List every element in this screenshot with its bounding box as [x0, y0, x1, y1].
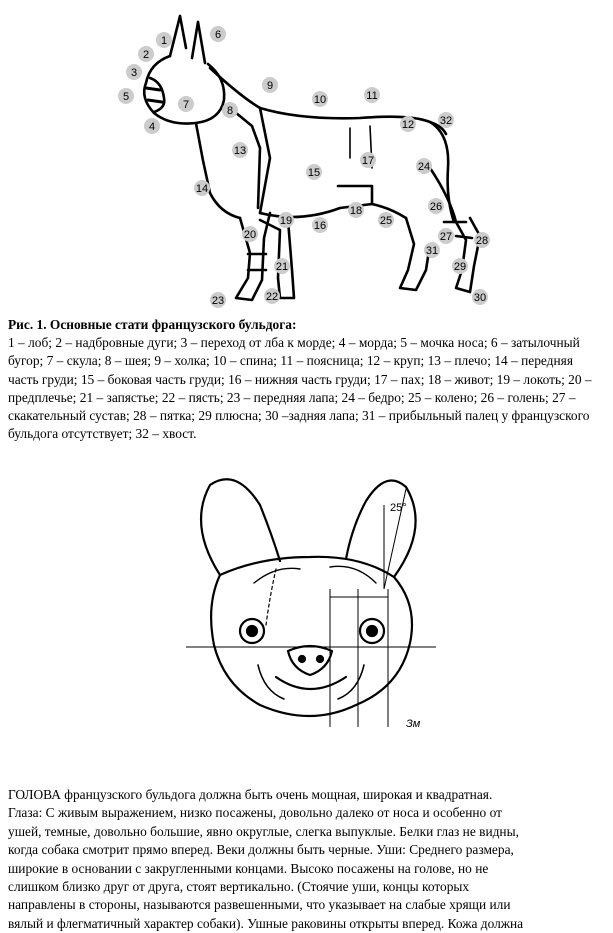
svg-text:12: 12 — [401, 119, 415, 131]
point-label-10 — [312, 91, 328, 107]
point-label-1 — [156, 32, 172, 48]
text-line: ушей, темные, довольно большие, явно округлые, слегка выпуклые. Белки глаз не видны, — [8, 823, 519, 839]
point-label-12 — [400, 116, 416, 132]
text-line: когда собака смотрит прямо вперед. Веки должны быть черные. Уши: Среднего размера, — [8, 842, 514, 858]
svg-text:6: 6 — [214, 29, 222, 41]
text-line: широкие в основании с закругленными концами. Высоко посажены на голове, но не — [8, 860, 489, 876]
caption-title: Рис. 1. Основные стати французского бульдога: — [8, 317, 297, 332]
point-label-11 — [364, 87, 380, 103]
point-label-18 — [348, 202, 364, 218]
point-label-32 — [438, 112, 454, 128]
svg-text:32: 32 — [439, 115, 453, 127]
svg-text:7: 7 — [182, 99, 190, 111]
point-label-16 — [312, 217, 328, 233]
svg-text:15: 15 — [307, 167, 321, 179]
point-label-15 — [306, 164, 322, 180]
point-label-5 — [118, 88, 134, 104]
point-label-9 — [262, 77, 278, 93]
svg-text:29: 29 — [453, 261, 467, 273]
svg-text:11: 11 — [366, 90, 378, 102]
svg-text:17: 17 — [361, 155, 375, 167]
point-label-25 — [378, 212, 394, 228]
text-line: слишком близко друг от друга, стоят вертикально. (Стоячие уши, концы которых — [8, 879, 470, 895]
svg-text:23: 23 — [211, 295, 225, 307]
point-label-24 — [416, 158, 432, 174]
svg-text:18: 18 — [349, 205, 363, 217]
point-label-17 — [360, 152, 376, 168]
svg-text:30: 30 — [473, 292, 487, 304]
text-line: Глаза: С живым выражением, низко посажены, довольно далеко от носа и особенно от — [8, 805, 502, 821]
svg-text:28: 28 — [475, 235, 489, 247]
point-label-31 — [424, 242, 440, 258]
svg-text:21: 21 — [275, 261, 289, 273]
point-label-26 — [428, 198, 444, 214]
svg-text:20: 20 — [243, 229, 257, 241]
svg-text:26: 26 — [429, 201, 443, 213]
svg-text:1: 1 — [160, 35, 168, 47]
svg-text:8: 8 — [226, 105, 234, 117]
head-description — [8, 786, 608, 933]
point-label-30 — [472, 289, 488, 305]
point-label-13 — [232, 142, 248, 158]
svg-text:16: 16 — [313, 220, 327, 232]
point-label-23 — [210, 292, 226, 308]
point-label-7 — [178, 96, 194, 112]
caption-text: 1 – лоб; 2 – надбровные дуги; 3 – переход от лба к морде; 4 – морда; 5 – мочка носа; 6 – затылочный бугор; 7 – скула; 8 – шея; 9 – холка; 10 – спина; 11 – поясница; 12 – круп; 13 – плечо; 14 – передняя часть груди; 15 – боковая часть груди; 16 – нижняя часть груди; 17 – пах; 18 – живот; 19 – локоть; 20 – предплечье; 21 – запястье; 22 – пясть; 23 – передняя лапа; 24 – бедро; 25 – колено; 26 – голень; 27 – скакательный сустав; 28 – пятка; 29 плюсна; 30 –задняя лапа; 31 – прибыльный палец у французского бульдога отсутствует; 32 – хвост. — [8, 335, 592, 442]
svg-text:31: 31 — [425, 245, 439, 257]
point-label-3 — [126, 64, 142, 80]
svg-text:19: 19 — [279, 215, 293, 227]
svg-text:25: 25 — [379, 215, 393, 227]
text-line: ГОЛОВА французского бульдога должна быть очень мощная, широкая и квадратная. — [8, 787, 493, 802]
point-label-2 — [138, 46, 154, 62]
svg-text:13: 13 — [233, 145, 247, 157]
point-label-20 — [242, 226, 258, 242]
point-label-4 — [144, 118, 160, 134]
svg-text:10: 10 — [313, 94, 327, 106]
figure-caption — [8, 316, 606, 443]
svg-text:24: 24 — [417, 161, 431, 173]
svg-text:4: 4 — [148, 121, 156, 133]
point-label-27 — [438, 228, 454, 244]
point-label-22 — [264, 288, 280, 304]
svg-text:22: 22 — [265, 291, 279, 303]
head-diagram — [180, 465, 440, 745]
svg-text:9: 9 — [266, 80, 274, 92]
point-label-8 — [222, 102, 238, 118]
svg-text:27: 27 — [439, 231, 453, 243]
svg-text:2: 2 — [142, 49, 150, 61]
svg-text:3: 3 — [130, 67, 138, 79]
text-line: вялый и флегматичный характер собаки). Ушные раковины открыты вперед. Кожа должна — [8, 915, 524, 931]
point-label-6 — [210, 26, 226, 42]
svg-text:5: 5 — [122, 91, 130, 103]
point-label-14 — [194, 180, 210, 196]
artist-signature: Зм — [406, 718, 421, 730]
point-label-19 — [278, 212, 294, 228]
dog-body-diagram — [110, 8, 510, 313]
svg-text:14: 14 — [195, 183, 209, 195]
text-line: направлены в стороны, называются развешенными, что указывает на слабые хрящи или — [8, 897, 511, 913]
point-label-21 — [274, 258, 290, 274]
point-label-29 — [452, 258, 468, 274]
point-label-28 — [474, 232, 490, 248]
angle-label: 25° — [390, 502, 407, 514]
